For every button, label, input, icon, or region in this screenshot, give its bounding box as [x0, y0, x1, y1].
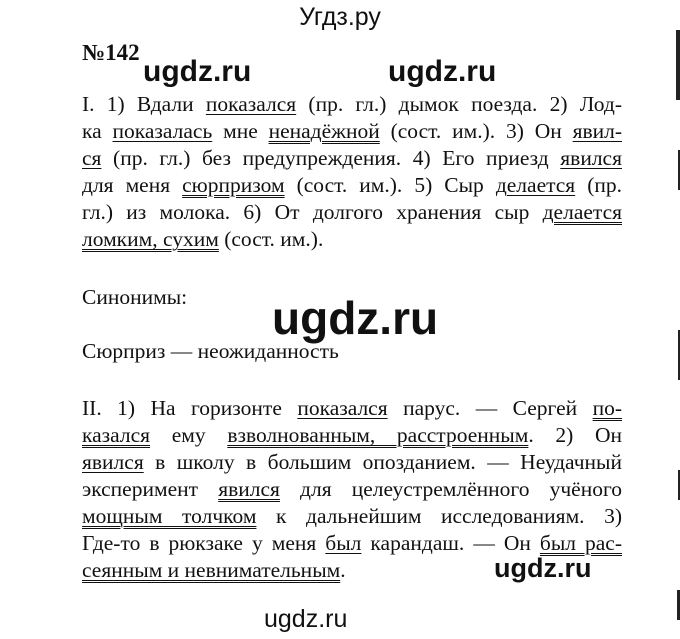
part2-line-1: II. 1) На горизонте показался парус. — Сергей по- — [82, 396, 622, 420]
task-number: №142 — [82, 40, 140, 65]
watermark: ugdz.ru — [272, 292, 439, 344]
part1-line-3: ся (пр. гл.) без предупреждения. 4) Его приезд явился — [82, 146, 622, 170]
part1-line-4: для меня сюрпризом (сост. им.). 5) Сыр делается (пр. — [82, 173, 623, 197]
footer-watermark: ugdz.ru — [264, 605, 348, 633]
underlined-predicate: ломким, сухим — [82, 227, 219, 251]
synonyms-title: Синонимы: — [82, 285, 188, 309]
underlined-predicate: ся — [82, 146, 102, 170]
part2-line-6: Где-то в рюкзаке у меня был карандаш. — Он был рас- — [82, 531, 623, 555]
underlined-predicate: мощным толчком — [82, 504, 257, 528]
underlined-predicate: показалась — [112, 119, 213, 143]
underlined-predicate: показался — [297, 396, 388, 420]
part2-line-3: явился в школу в большим опозданием. — Неудачный — [82, 450, 622, 474]
part2-line-7: сеянным и невнимательным. — [82, 558, 346, 582]
watermark: ugdz.ru — [494, 553, 592, 583]
part1-line-6: ломким, сухим (сост. им.). — [82, 227, 324, 251]
underlined-predicate: был рас- — [539, 531, 623, 555]
part2-line-4: эксперимент явился для целеустремлённого учёного — [82, 477, 622, 501]
underlined-predicate: ненадёжной — [268, 119, 380, 143]
underlined-predicate: казался — [82, 423, 151, 447]
watermark: ugdz.ru — [143, 55, 252, 88]
underlined-predicate: явился — [218, 477, 280, 501]
part2-line-2: казался ему взволнованным, расстроенным. 2) Он — [82, 423, 622, 447]
site-title: Угдз.ру — [299, 3, 381, 31]
underlined-predicate: явился — [82, 450, 144, 474]
synonyms-item: Сюрприз — неожиданность — [82, 339, 339, 363]
part1-line-1: I. 1) Вдали показался (пр. гл.) дымок поезда. 2) Лод- — [82, 92, 623, 116]
part1-line-2: ка показалась мне ненадёжной (сост. им.). 3) Он явил- — [82, 119, 622, 143]
underlined-predicate: был — [325, 531, 362, 555]
part1-line-5: гл.) из молока. 6) От долгого хранения сыр делается — [82, 200, 622, 224]
watermark: ugdz.ru — [388, 55, 497, 88]
underlined-predicate: показался — [205, 92, 297, 116]
underlined-predicate: сеянным и невнимательным — [82, 558, 341, 582]
underlined-predicate: по- — [592, 396, 622, 420]
underlined-predicate: делается — [495, 173, 576, 197]
scan-edge-mark — [676, 30, 680, 100]
underlined-predicate: делается — [542, 200, 622, 224]
underlined-predicate: сюрпризом — [182, 173, 285, 197]
underlined-predicate: взволнованным, расстроенным — [227, 423, 529, 447]
underlined-predicate: явился — [560, 146, 622, 170]
underlined-predicate: явил- — [572, 119, 622, 143]
part2-line-5: мощным толчком к дальнейшим исследованиям. 3) — [82, 504, 623, 528]
